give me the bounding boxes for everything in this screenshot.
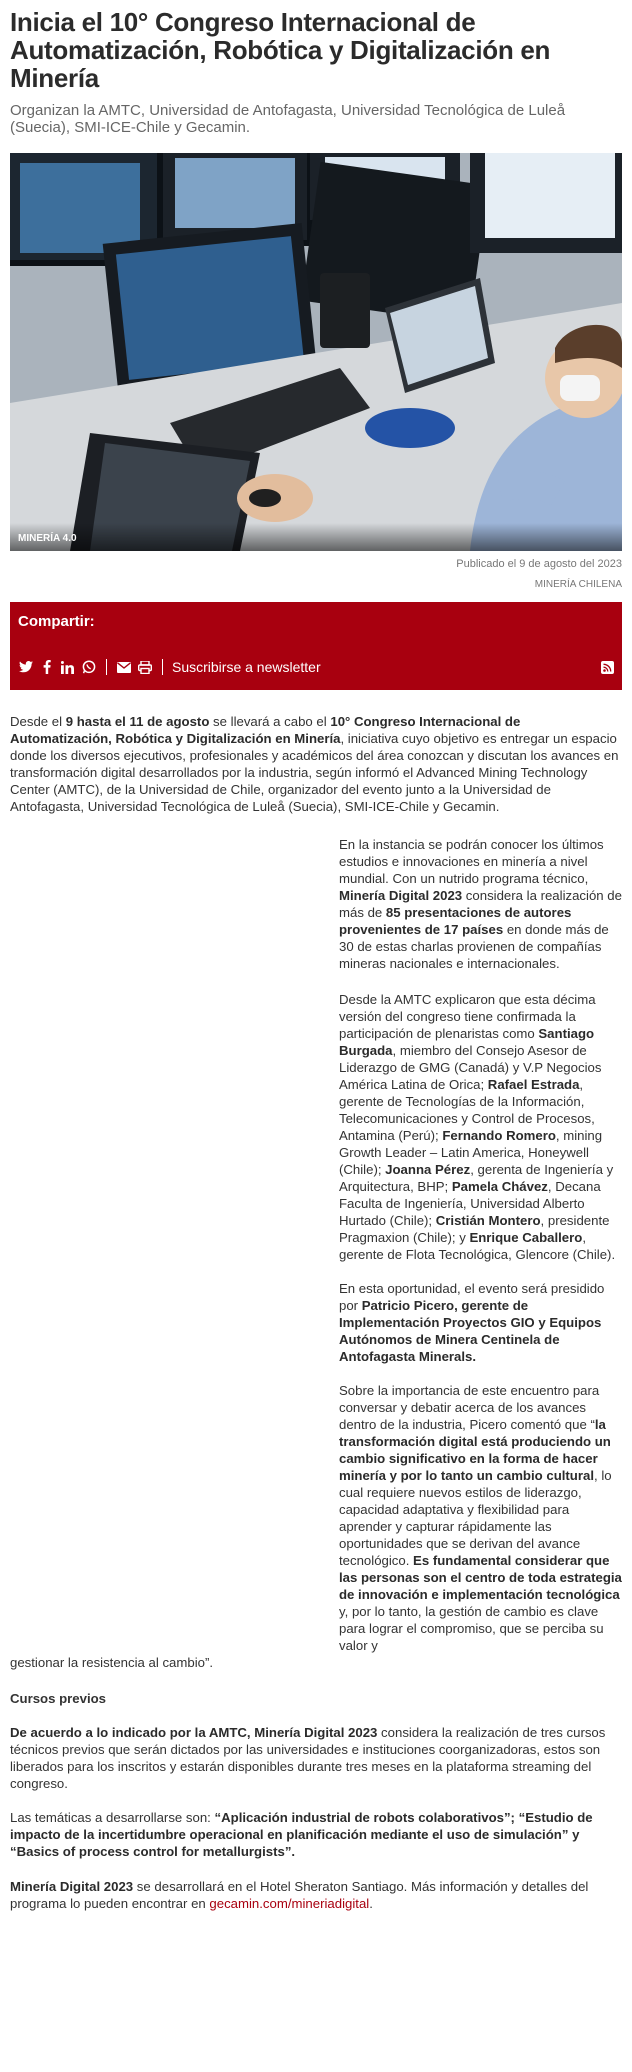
- bold-text: Santiago Burgada: [339, 1026, 595, 1058]
- text-run: En la instancia se podrán conocer los últimos estudios e innovaciones en minería a nivel mundial. Con un nutrido programa técnico,: [339, 837, 604, 886]
- bold-text: Es fundamental considerar que las personas son el centro de toda estrategia de innovación e implementación tecnológica: [339, 1553, 622, 1602]
- text-run: Desde la AMTC explicaron que esta décima versión del congreso tiene confirmada la participación de plenaristas como: [339, 992, 596, 1041]
- share-divider: [106, 659, 107, 675]
- text-run: , gerente de Flota Tecnológica, Glencore (Chile).: [339, 1230, 616, 1262]
- text-run: , iniciativa cuyo objetivo es entregar un espacio donde los diversos ejecutivos, profesionales y académicos del área conozcan y discutan los avances en transformación digital desarrollados por la industria, según informó el Advanced Mining Technology Center (AMTC), de la Universidad de Chile, organizador del evento junto a la Universidad de Antofagasta, Universidad Tecnológica de Luleå (Suecia), SMI-ICE-Chile y Gecamin.: [10, 731, 619, 814]
- share-divider: [162, 659, 163, 675]
- text-run: , lo cual requiere nuevos estilos de liderazgo, capacidad adaptativa y flexibilidad para aprender y capturar rápidamente las oportunidades que se derivan del avance tecnológico.: [339, 1468, 612, 1568]
- bold-text: Joanna Pérez: [385, 1162, 471, 1177]
- paragraph-topics: [10, 1809, 622, 1860]
- text-run: , presidente Pragmaxion (Chile); y: [339, 1213, 610, 1245]
- bold-text: Rafael Estrada: [487, 1077, 580, 1092]
- share-toolbar: [18, 658, 614, 676]
- text-run: y, por lo tanto, la gestión de cambio es clave para lograr el compromiso, que se perciba su valor y: [339, 1604, 604, 1653]
- section-heading: Cursos previos: [10, 1691, 107, 1706]
- paragraph-intro: [10, 713, 622, 815]
- text-run: Las temáticas a desarrollarse son:: [10, 1810, 215, 1825]
- bold-text: De acuerdo a lo indicado por la AMTC, Minería Digital 2023: [10, 1725, 378, 1740]
- text-run: en donde más de 30 de estas charlas provienen de compañías mineras nacionales e internacionales.: [339, 922, 609, 971]
- print-icon[interactable]: [137, 660, 152, 675]
- bold-text: Patricio Picero, gerente de Implementación Proyectos GIO y Equipos Autónomos de Minera Centinela de Antofagasta Minerals.: [339, 1298, 602, 1364]
- paragraph-president: [339, 1280, 622, 1365]
- program-link[interactable]: gecamin.com/mineriadigital: [209, 1896, 370, 1911]
- paragraph-quote: [339, 1382, 622, 1654]
- newsletter-link[interactable]: Suscribirse a newsletter: [172, 659, 321, 675]
- rss-icon[interactable]: [601, 661, 614, 674]
- twitter-icon[interactable]: [18, 660, 33, 675]
- hero-image: [10, 153, 622, 551]
- right-column: [339, 836, 622, 1654]
- image-category-tag[interactable]: MINERÍA 4.0: [10, 523, 622, 551]
- bold-text: “Aplicación industrial de robots colaborativos”; “Estudio de impacto de la incertidumbre operacional en planificación mediante el uso de simulación” y “Basics of process control for metallurgists”.: [10, 1810, 593, 1859]
- text-run: .: [369, 1896, 373, 1911]
- paragraph-courses: [10, 1724, 622, 1792]
- text-run: , miembro del Consejo Asesor de Liderazgo de GMG (Canadá) y V.P Negocios América Latina de Orica;: [339, 1043, 602, 1092]
- paragraph-venue: [10, 1878, 622, 1912]
- linkedin-icon[interactable]: [60, 660, 75, 675]
- text-run: se desarrollará en el Hotel Sheraton Santiago. Más información y detalles del programa lo pueden encontrar en: [10, 1879, 589, 1911]
- text-run: , Decana Faculta de Ingeniería, Universidad Alberto Hurtado (Chile);: [339, 1179, 601, 1228]
- article-subtitle: Organizan la AMTC, Universidad de Antofagasta, Universidad Tecnológica de Luleå (Suecia), SMI-ICE-Chile y Gecamin.: [10, 102, 566, 136]
- text-run: , gerenta de Ingeniería y Arquitectura, BHP;: [339, 1162, 614, 1194]
- email-icon[interactable]: [116, 660, 131, 675]
- bold-text: 9 hasta el 11 de agosto: [65, 714, 210, 729]
- paragraph-speakers: [339, 991, 622, 1263]
- text-run: En esta oportunidad, el evento será presidido por: [339, 1281, 605, 1313]
- bold-text: Minería Digital 2023: [10, 1879, 134, 1894]
- bold-text: Minería Digital 2023: [339, 888, 463, 903]
- hero-photo-illustration: [10, 153, 622, 551]
- bold-text: Fernando Romero: [442, 1128, 556, 1143]
- bold-text: Enrique Caballero: [469, 1230, 583, 1245]
- article-title: Inicia el 10° Congreso Internacional de Automatización, Robótica y Digitalización en Minería: [10, 7, 551, 93]
- paragraph-quote-tail: gestionar la resistencia al cambio”.: [10, 1655, 214, 1670]
- share-label: Compartir:: [18, 613, 95, 630]
- text-run: , mining Growth Leader – Latin America, Honeywell (Chile);: [339, 1128, 603, 1177]
- bold-text: la transformación digital está produciendo un cambio significativo en la forma de hacer minería y por lo tanto un cambio cultural: [339, 1417, 611, 1483]
- bold-text: 10° Congreso Internacional de Automatización, Robótica y Digitalización en Minería: [10, 714, 521, 746]
- text-run: Desde el: [10, 714, 66, 729]
- bold-text: Pamela Chávez: [451, 1179, 548, 1194]
- bold-text: 85 presentaciones de autores provenientes de 17 países: [339, 905, 572, 937]
- publish-date: Publicado el 9 de agosto del 2023: [456, 558, 622, 570]
- share-box: [10, 602, 622, 690]
- text-run: Sobre la importancia de este encuentro para conversar y debatir acerca de los avances dentro de la industria, Picero comentó que “: [339, 1383, 600, 1432]
- text-run: considera la realización de tres cursos técnicos previos que serán dictados por las universidades e instituciones coorganizadoras, estos son liberados para los inscritos y estarán disponibles durante tres meses en la plataforma streaming del congreso.: [10, 1725, 606, 1791]
- bold-text: Cristián Montero: [435, 1213, 541, 1228]
- paragraph-program: [339, 836, 622, 972]
- article-source[interactable]: MINERÍA CHILENA: [534, 579, 622, 590]
- facebook-icon[interactable]: [39, 660, 54, 675]
- whatsapp-icon[interactable]: [81, 660, 96, 675]
- text-run: se llevará a cabo el: [209, 714, 331, 729]
- text-run: , gerente de Tecnologías de la Información, Telecomunicaciones y Control de Procesos, Antamina (Perú);: [339, 1077, 595, 1143]
- text-run: considera la realización de más de: [339, 888, 622, 920]
